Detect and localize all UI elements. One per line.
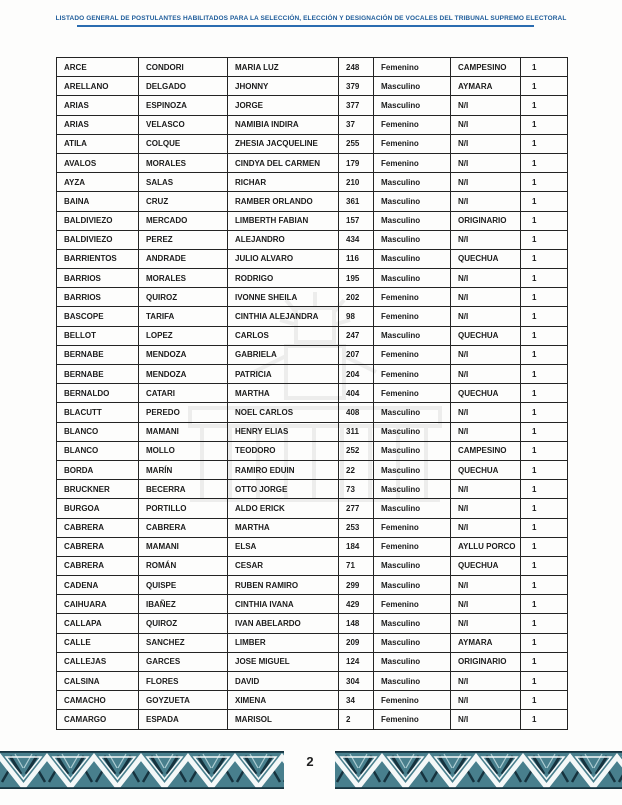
table-row: [57, 326, 568, 345]
cell-nombres: RAMIRO EDUIN: [228, 460, 339, 479]
cell-apellido-paterno: BERNALDO: [57, 384, 139, 403]
cell-apellido-materno: FLORES: [139, 672, 228, 691]
cell-habilitado: 1: [521, 595, 568, 614]
cell-habilitado: 1: [521, 115, 568, 134]
cell-genero: Masculino: [374, 422, 451, 441]
header-rule: [77, 25, 534, 27]
table-row: [57, 77, 568, 96]
cell-numero: 253: [339, 518, 374, 537]
cell-numero: 116: [339, 249, 374, 268]
cell-apellido-materno: MAMANI: [139, 537, 228, 556]
cell-genero: Femenino: [374, 595, 451, 614]
cell-nombres: MARISOL: [228, 710, 339, 729]
table-row: [57, 153, 568, 172]
cell-pertenencia: CAMPESINO: [451, 58, 521, 77]
cell-genero: Masculino: [374, 556, 451, 575]
cell-pertenencia: QUECHUA: [451, 460, 521, 479]
cell-genero: Masculino: [374, 633, 451, 652]
cell-genero: Masculino: [374, 96, 451, 115]
cell-apellido-materno: MOLLO: [139, 441, 228, 460]
cell-habilitado: 1: [521, 499, 568, 518]
table-row: [57, 441, 568, 460]
cell-pertenencia: ORIGINARIO: [451, 652, 521, 671]
cell-apellido-paterno: CABRERA: [57, 537, 139, 556]
cell-apellido-materno: GARCES: [139, 652, 228, 671]
table-body: [57, 58, 568, 730]
cell-apellido-materno: CONDORI: [139, 58, 228, 77]
cell-habilitado: 1: [521, 422, 568, 441]
cell-genero: Masculino: [374, 173, 451, 192]
cell-nombres: NOEL CARLOS: [228, 403, 339, 422]
cell-nombres: MARTHA: [228, 518, 339, 537]
cell-nombres: JORGE: [228, 96, 339, 115]
table-row: [57, 633, 568, 652]
cell-apellido-materno: CATARI: [139, 384, 228, 403]
cell-apellido-materno: QUIROZ: [139, 288, 228, 307]
cell-apellido-materno: SALAS: [139, 173, 228, 192]
cell-habilitado: 1: [521, 77, 568, 96]
cell-genero: Femenino: [374, 537, 451, 556]
cell-apellido-paterno: BURGOA: [57, 499, 139, 518]
table-row: [57, 345, 568, 364]
table-row: [57, 365, 568, 384]
cell-apellido-materno: QUIROZ: [139, 614, 228, 633]
cell-apellido-paterno: BLANCO: [57, 422, 139, 441]
cell-nombres: ALDO ERICK: [228, 499, 339, 518]
cell-genero: Masculino: [374, 652, 451, 671]
cell-apellido-paterno: CALLAPA: [57, 614, 139, 633]
cell-numero: 210: [339, 173, 374, 192]
cell-apellido-paterno: BORDA: [57, 460, 139, 479]
cell-nombres: JULIO ALVARO: [228, 249, 339, 268]
cell-apellido-paterno: ARIAS: [57, 115, 139, 134]
cell-genero: Femenino: [374, 518, 451, 537]
cell-nombres: RUBEN RAMIRO: [228, 576, 339, 595]
cell-numero: 379: [339, 77, 374, 96]
cell-habilitado: 1: [521, 537, 568, 556]
cell-habilitado: 1: [521, 614, 568, 633]
table-row: [57, 576, 568, 595]
table-row: [57, 595, 568, 614]
table-row: [57, 499, 568, 518]
table-row: [57, 652, 568, 671]
cell-nombres: JHONNY: [228, 77, 339, 96]
cell-pertenencia: N/I: [451, 115, 521, 134]
cell-apellido-materno: PORTILLO: [139, 499, 228, 518]
cell-genero: Masculino: [374, 211, 451, 230]
cell-habilitado: 1: [521, 345, 568, 364]
cell-nombres: IVONNE SHEILA: [228, 288, 339, 307]
cell-nombres: LIMBERTH FABIAN: [228, 211, 339, 230]
cell-habilitado: 1: [521, 384, 568, 403]
cell-apellido-paterno: BASCOPE: [57, 307, 139, 326]
cell-nombres: OTTO JORGE: [228, 480, 339, 499]
cell-apellido-paterno: BARRIOS: [57, 288, 139, 307]
cell-habilitado: 1: [521, 96, 568, 115]
cell-genero: Masculino: [374, 460, 451, 479]
cell-numero: 204: [339, 365, 374, 384]
cell-genero: Femenino: [374, 288, 451, 307]
table-row: [57, 480, 568, 499]
table-row: [57, 460, 568, 479]
cell-apellido-materno: MENDOZA: [139, 345, 228, 364]
cell-apellido-materno: MORALES: [139, 269, 228, 288]
table-row: [57, 691, 568, 710]
cell-nombres: IVAN ABELARDO: [228, 614, 339, 633]
cell-habilitado: 1: [521, 192, 568, 211]
cell-apellido-paterno: BRUCKNER: [57, 480, 139, 499]
table-row: [57, 288, 568, 307]
cell-numero: 184: [339, 537, 374, 556]
cell-genero: Masculino: [374, 672, 451, 691]
table-row: [57, 192, 568, 211]
cell-apellido-materno: CRUZ: [139, 192, 228, 211]
cell-apellido-paterno: ARIAS: [57, 96, 139, 115]
cell-genero: Masculino: [374, 499, 451, 518]
cell-genero: Femenino: [374, 153, 451, 172]
cell-apellido-paterno: ARELLANO: [57, 77, 139, 96]
cell-genero: Femenino: [374, 384, 451, 403]
cell-pertenencia: N/I: [451, 422, 521, 441]
table-row: [57, 537, 568, 556]
cell-numero: 124: [339, 652, 374, 671]
cell-pertenencia: N/I: [451, 192, 521, 211]
cell-nombres: MARTHA: [228, 384, 339, 403]
cell-nombres: CINTHIA ALEJANDRA: [228, 307, 339, 326]
cell-apellido-paterno: BERNABE: [57, 345, 139, 364]
cell-habilitado: 1: [521, 307, 568, 326]
cell-pertenencia: QUECHUA: [451, 556, 521, 575]
table-row: [57, 672, 568, 691]
cell-pertenencia: N/I: [451, 269, 521, 288]
table-row: [57, 403, 568, 422]
cell-numero: 202: [339, 288, 374, 307]
table-row: [57, 230, 568, 249]
cell-genero: Masculino: [374, 576, 451, 595]
cell-habilitado: 1: [521, 441, 568, 460]
cell-pertenencia: N/I: [451, 345, 521, 364]
cell-nombres: RAMBER ORLANDO: [228, 192, 339, 211]
cell-nombres: LIMBER: [228, 633, 339, 652]
cell-nombres: JOSE MIGUEL: [228, 652, 339, 671]
cell-habilitado: 1: [521, 710, 568, 729]
cell-pertenencia: AYMARA: [451, 633, 521, 652]
cell-habilitado: 1: [521, 173, 568, 192]
cell-nombres: MARIA LUZ: [228, 58, 339, 77]
cell-numero: 248: [339, 58, 374, 77]
cell-apellido-paterno: BALDIVIEZO: [57, 211, 139, 230]
cell-pertenencia: N/I: [451, 672, 521, 691]
cell-numero: 304: [339, 672, 374, 691]
cell-habilitado: 1: [521, 365, 568, 384]
cell-pertenencia: CAMPESINO: [451, 441, 521, 460]
cell-apellido-materno: LOPEZ: [139, 326, 228, 345]
cell-habilitado: 1: [521, 652, 568, 671]
cell-genero: Masculino: [374, 269, 451, 288]
cell-nombres: ELSA: [228, 537, 339, 556]
cell-apellido-paterno: CALLEJAS: [57, 652, 139, 671]
cell-apellido-paterno: CALLE: [57, 633, 139, 652]
cell-pertenencia: AYLLU PORCO: [451, 537, 521, 556]
cell-pertenencia: N/I: [451, 230, 521, 249]
cell-apellido-paterno: BERNABE: [57, 365, 139, 384]
cell-apellido-paterno: CADENA: [57, 576, 139, 595]
cell-apellido-paterno: CABRERA: [57, 556, 139, 575]
cell-genero: Femenino: [374, 58, 451, 77]
cell-numero: 98: [339, 307, 374, 326]
cell-pertenencia: N/I: [451, 614, 521, 633]
cell-nombres: GABRIELA: [228, 345, 339, 364]
cell-nombres: ALEJANDRO: [228, 230, 339, 249]
cell-apellido-paterno: BALDIVIEZO: [57, 230, 139, 249]
cell-numero: 71: [339, 556, 374, 575]
cell-numero: 429: [339, 595, 374, 614]
cell-numero: 73: [339, 480, 374, 499]
cell-apellido-paterno: BARRIENTOS: [57, 249, 139, 268]
cell-nombres: DAVID: [228, 672, 339, 691]
cell-genero: Masculino: [374, 614, 451, 633]
table-row: [57, 173, 568, 192]
cell-habilitado: 1: [521, 230, 568, 249]
cell-apellido-paterno: CALSINA: [57, 672, 139, 691]
cell-nombres: RICHAR: [228, 173, 339, 192]
cell-genero: Femenino: [374, 115, 451, 134]
cell-apellido-materno: MARÍN: [139, 460, 228, 479]
cell-apellido-materno: TARIFA: [139, 307, 228, 326]
cell-numero: 209: [339, 633, 374, 652]
cell-genero: Masculino: [374, 403, 451, 422]
cell-apellido-paterno: BELLOT: [57, 326, 139, 345]
cell-apellido-materno: VELASCO: [139, 115, 228, 134]
cell-numero: 247: [339, 326, 374, 345]
cell-numero: 404: [339, 384, 374, 403]
cell-numero: 34: [339, 691, 374, 710]
cell-habilitado: 1: [521, 672, 568, 691]
cell-nombres: CINTHIA IVANA: [228, 595, 339, 614]
cell-habilitado: 1: [521, 153, 568, 172]
cell-nombres: NAMIBIA INDIRA: [228, 115, 339, 134]
cell-habilitado: 1: [521, 134, 568, 153]
cell-apellido-materno: ESPADA: [139, 710, 228, 729]
cell-pertenencia: N/I: [451, 499, 521, 518]
cell-pertenencia: N/I: [451, 518, 521, 537]
cell-habilitado: 1: [521, 269, 568, 288]
cell-habilitado: 1: [521, 480, 568, 499]
cell-numero: 252: [339, 441, 374, 460]
cell-habilitado: 1: [521, 58, 568, 77]
cell-apellido-materno: COLQUE: [139, 134, 228, 153]
cell-apellido-paterno: ATILA: [57, 134, 139, 153]
table-row: [57, 422, 568, 441]
cell-pertenencia: QUECHUA: [451, 384, 521, 403]
cell-pertenencia: N/I: [451, 480, 521, 499]
footer-ornament-left-icon: [0, 751, 284, 789]
cell-apellido-paterno: ARCE: [57, 58, 139, 77]
cell-numero: 434: [339, 230, 374, 249]
cell-apellido-materno: ANDRADE: [139, 249, 228, 268]
cell-apellido-materno: ROMÁN: [139, 556, 228, 575]
cell-apellido-paterno: CAMARGO: [57, 710, 139, 729]
cell-apellido-materno: ESPINOZA: [139, 96, 228, 115]
cell-numero: 361: [339, 192, 374, 211]
cell-habilitado: 1: [521, 460, 568, 479]
cell-apellido-materno: MENDOZA: [139, 365, 228, 384]
table-row: [57, 384, 568, 403]
cell-habilitado: 1: [521, 249, 568, 268]
cell-numero: 22: [339, 460, 374, 479]
table-row: [57, 307, 568, 326]
cell-numero: 377: [339, 96, 374, 115]
cell-nombres: HENRY ELIAS: [228, 422, 339, 441]
table-row: [57, 115, 568, 134]
cell-genero: Femenino: [374, 365, 451, 384]
table-row: [57, 58, 568, 77]
cell-habilitado: 1: [521, 403, 568, 422]
table-row: [57, 269, 568, 288]
cell-numero: 207: [339, 345, 374, 364]
table-row: [57, 96, 568, 115]
cell-apellido-materno: CABRERA: [139, 518, 228, 537]
cell-genero: Masculino: [374, 77, 451, 96]
cell-apellido-paterno: BLACUTT: [57, 403, 139, 422]
cell-nombres: ZHESIA JACQUELINE: [228, 134, 339, 153]
cell-apellido-paterno: BARRIOS: [57, 269, 139, 288]
table-row: [57, 518, 568, 537]
postulantes-table: [56, 57, 568, 730]
cell-apellido-materno: PEREDO: [139, 403, 228, 422]
cell-pertenencia: N/I: [451, 288, 521, 307]
cell-habilitado: 1: [521, 691, 568, 710]
cell-pertenencia: N/I: [451, 173, 521, 192]
cell-apellido-materno: MORALES: [139, 153, 228, 172]
cell-nombres: CESAR: [228, 556, 339, 575]
cell-numero: 408: [339, 403, 374, 422]
cell-genero: Femenino: [374, 710, 451, 729]
cell-genero: Masculino: [374, 480, 451, 499]
cell-genero: Masculino: [374, 441, 451, 460]
cell-apellido-materno: GOYZUETA: [139, 691, 228, 710]
cell-genero: Masculino: [374, 230, 451, 249]
table-row: [57, 249, 568, 268]
cell-genero: Masculino: [374, 192, 451, 211]
table-row: [57, 614, 568, 633]
cell-pertenencia: QUECHUA: [451, 249, 521, 268]
table-row: [57, 710, 568, 729]
cell-habilitado: 1: [521, 288, 568, 307]
cell-habilitado: 1: [521, 211, 568, 230]
table-row: [57, 134, 568, 153]
cell-pertenencia: N/I: [451, 307, 521, 326]
cell-apellido-materno: IBAÑEZ: [139, 595, 228, 614]
cell-nombres: RODRIGO: [228, 269, 339, 288]
cell-genero: Femenino: [374, 345, 451, 364]
cell-apellido-paterno: BAINA: [57, 192, 139, 211]
cell-apellido-paterno: CABRERA: [57, 518, 139, 537]
cell-apellido-materno: MERCADO: [139, 211, 228, 230]
cell-numero: 2: [339, 710, 374, 729]
cell-genero: Femenino: [374, 134, 451, 153]
cell-apellido-paterno: CAMACHO: [57, 691, 139, 710]
cell-nombres: XIMENA: [228, 691, 339, 710]
cell-pertenencia: N/I: [451, 134, 521, 153]
cell-numero: 277: [339, 499, 374, 518]
cell-pertenencia: N/I: [451, 576, 521, 595]
cell-apellido-materno: DELGADO: [139, 77, 228, 96]
cell-pertenencia: N/I: [451, 710, 521, 729]
cell-habilitado: 1: [521, 518, 568, 537]
cell-numero: 157: [339, 211, 374, 230]
cell-pertenencia: N/I: [451, 153, 521, 172]
cell-habilitado: 1: [521, 576, 568, 595]
cell-numero: 255: [339, 134, 374, 153]
cell-numero: 37: [339, 115, 374, 134]
page-number: 2: [306, 754, 314, 769]
cell-pertenencia: QUECHUA: [451, 326, 521, 345]
cell-genero: Femenino: [374, 307, 451, 326]
cell-numero: 148: [339, 614, 374, 633]
cell-pertenencia: N/I: [451, 691, 521, 710]
cell-genero: Masculino: [374, 249, 451, 268]
cell-pertenencia: N/I: [451, 403, 521, 422]
cell-numero: 195: [339, 269, 374, 288]
cell-genero: Masculino: [374, 326, 451, 345]
cell-genero: Femenino: [374, 691, 451, 710]
cell-nombres: CARLOS: [228, 326, 339, 345]
cell-numero: 311: [339, 422, 374, 441]
cell-apellido-materno: QUISPE: [139, 576, 228, 595]
cell-apellido-materno: BECERRA: [139, 480, 228, 499]
table-row: [57, 556, 568, 575]
cell-habilitado: 1: [521, 633, 568, 652]
cell-apellido-materno: PEREZ: [139, 230, 228, 249]
cell-pertenencia: N/I: [451, 595, 521, 614]
cell-nombres: PATRICIA: [228, 365, 339, 384]
cell-apellido-materno: MAMANI: [139, 422, 228, 441]
cell-apellido-paterno: AYZA: [57, 173, 139, 192]
cell-pertenencia: N/I: [451, 365, 521, 384]
cell-apellido-paterno: CAIHUARA: [57, 595, 139, 614]
cell-numero: 299: [339, 576, 374, 595]
footer-ornament-right-icon: [335, 751, 622, 789]
cell-habilitado: 1: [521, 556, 568, 575]
cell-nombres: TEODORO: [228, 441, 339, 460]
cell-apellido-paterno: BLANCO: [57, 441, 139, 460]
cell-nombres: CINDYA DEL CARMEN: [228, 153, 339, 172]
cell-pertenencia: AYMARA: [451, 77, 521, 96]
cell-pertenencia: ORIGINARIO: [451, 211, 521, 230]
cell-numero: 179: [339, 153, 374, 172]
cell-apellido-materno: SANCHEZ: [139, 633, 228, 652]
cell-habilitado: 1: [521, 326, 568, 345]
page-title: LISTADO GENERAL DE POSTULANTES HABILITADOS PARA LA SELECCIÓN, ELECCIÓN Y DESIGNACIÓN DE VOCALES DEL TRIBUNAL SUPREMO ELECTORAL: [55, 15, 567, 22]
cell-apellido-paterno: AVALOS: [57, 153, 139, 172]
cell-pertenencia: N/I: [451, 96, 521, 115]
table-row: [57, 211, 568, 230]
